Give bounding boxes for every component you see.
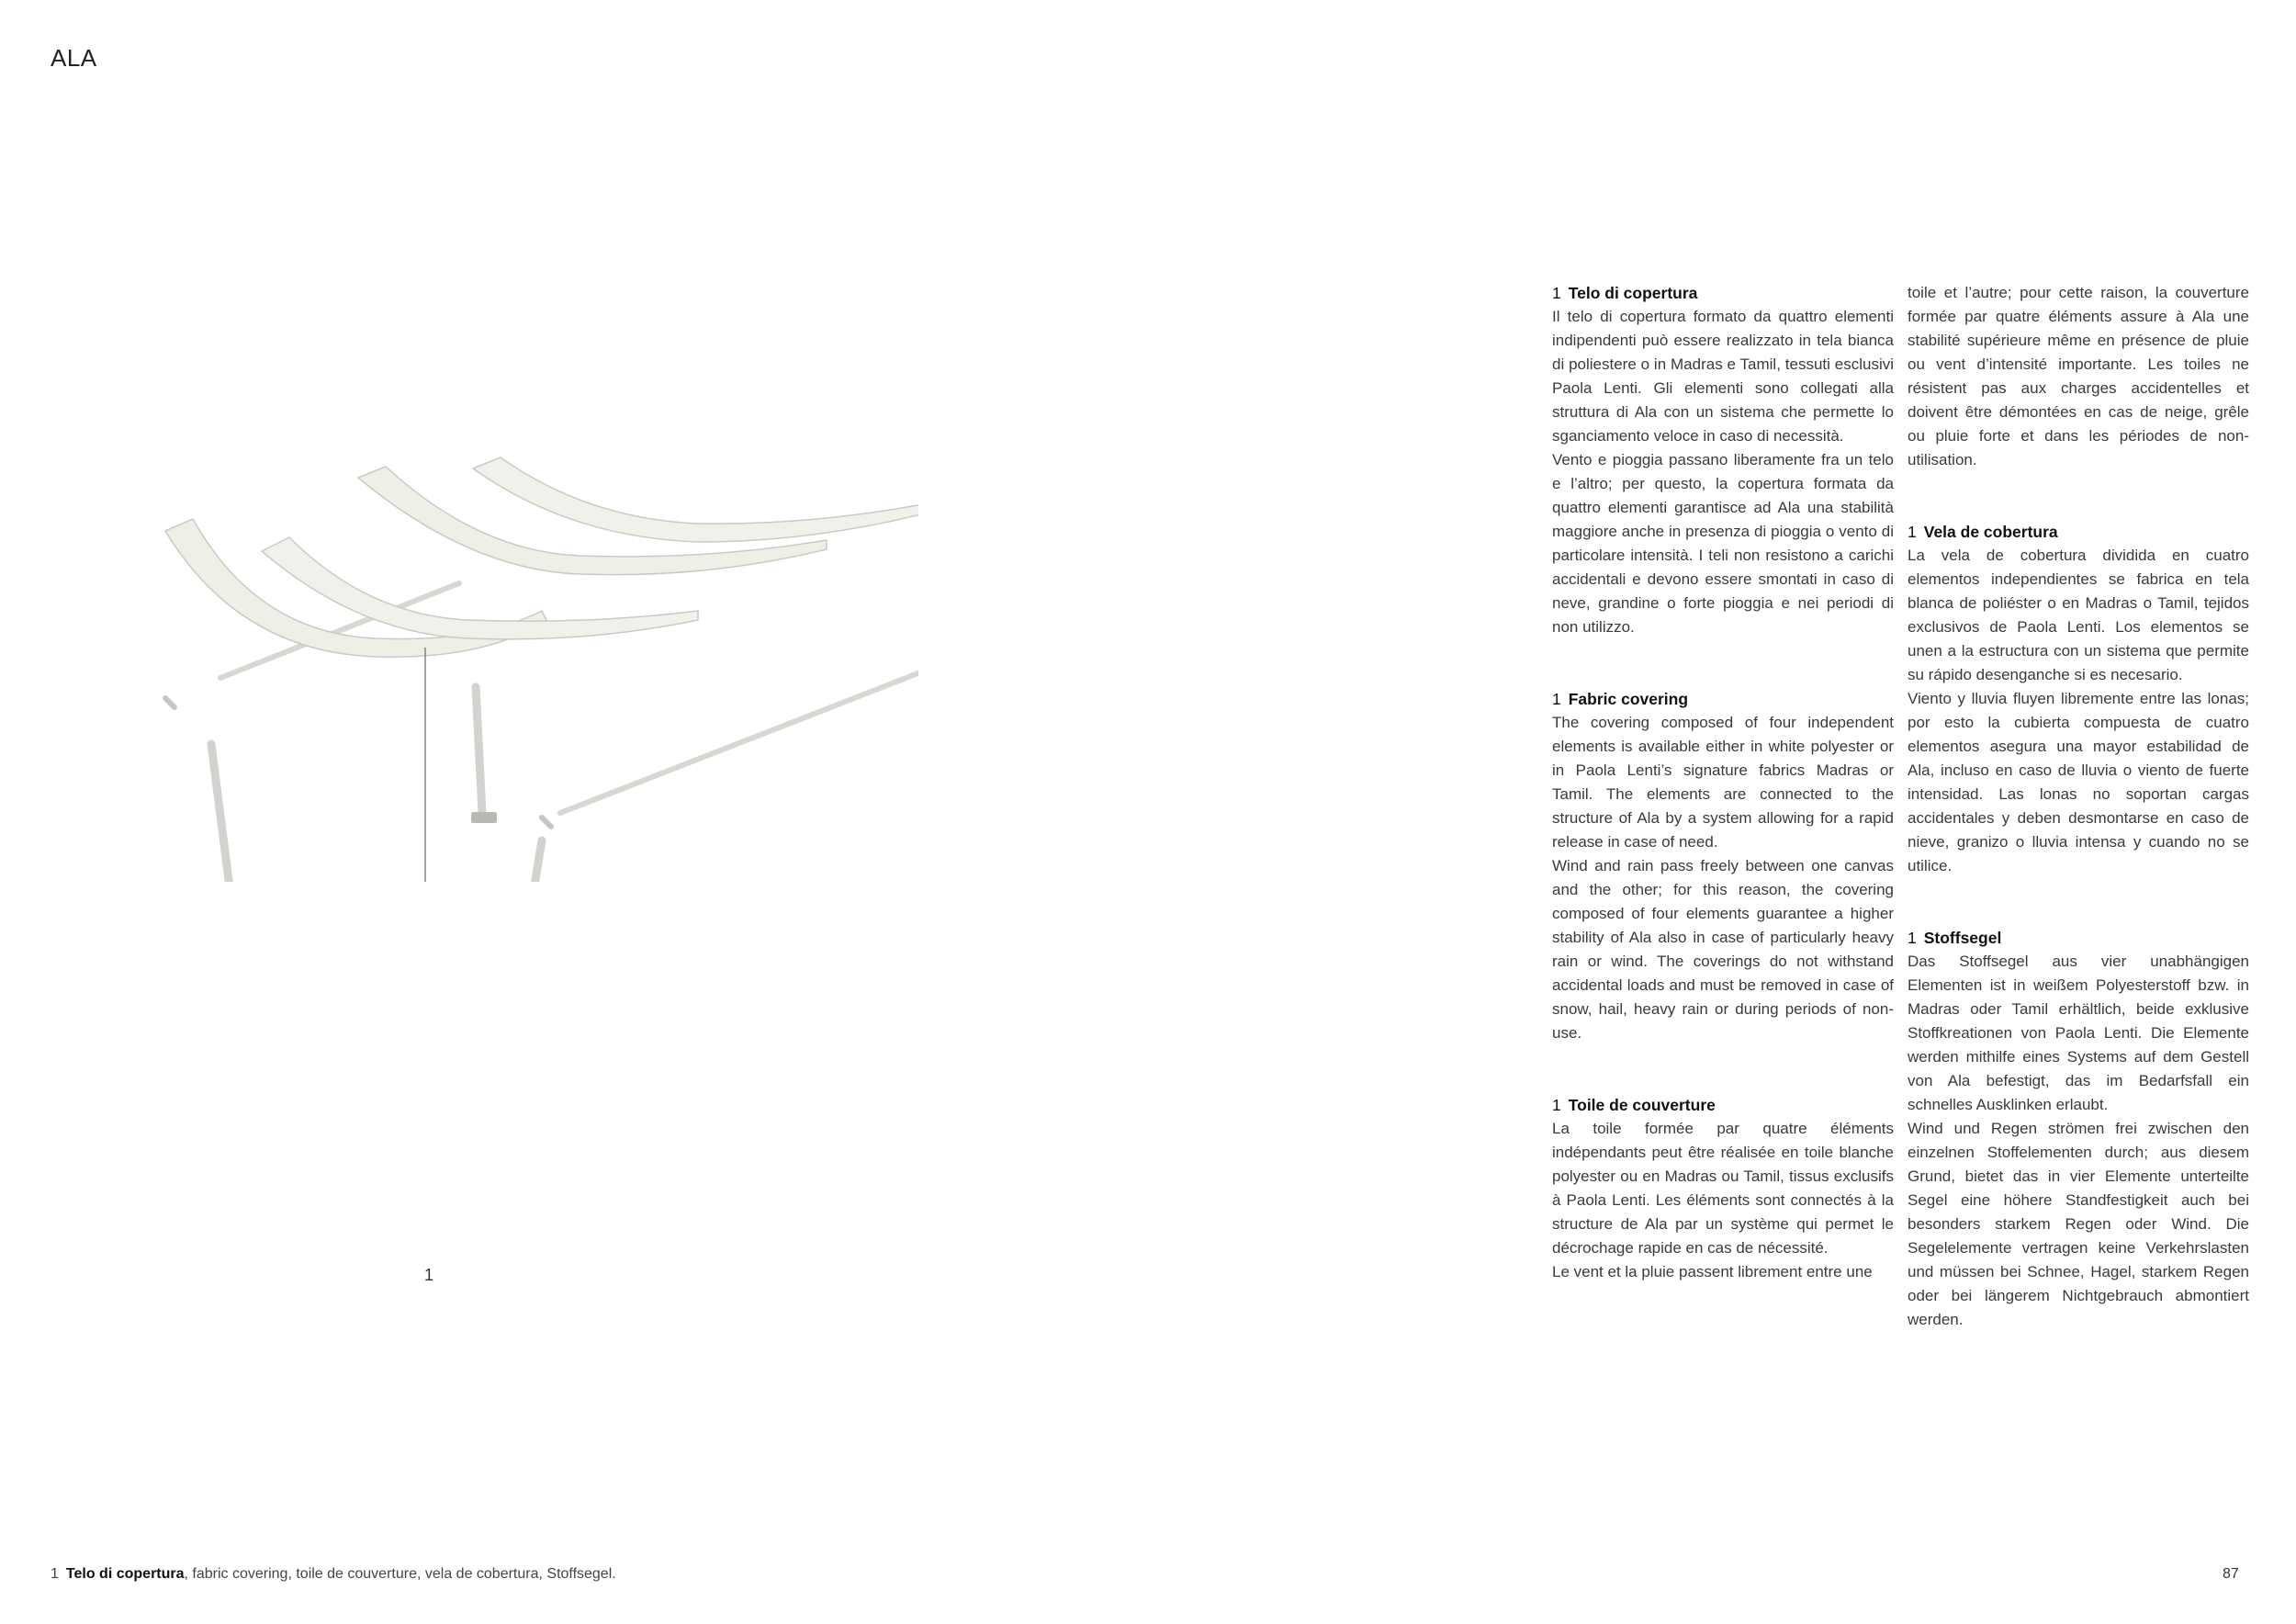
section-spanish: [1908, 520, 2249, 878]
text-column-2: [1908, 281, 2249, 1332]
paragraph: La toile formée par quatre éléments indépendants peut être réalisée en toile blanche polyester ou en Madras ou Tamil, tissus exclusifs à Paola Lenti. Les éléments sont connectés à la structure de Ala par un système qui permet le décrochage rapide en cas de nécessité.: [1552, 1120, 1894, 1257]
french-continuation: toile et l’autre; pour cette raison, la couverture formée par quatre éléments assure à Ala une stabilité supérieure même en présence de pluie ou vent d’intensité importante. Les toiles ne résistent pas aux charges accidentelles et doivent être démontées en cas de neige, grêle ou pluie forte et dans les périodes de non-utilisation.: [1908, 284, 2249, 468]
paragraph: Il telo di copertura formato da quattro elementi indipendenti può essere realizzato in tela bianca di poliestere o in Madras e Tamil, tessuti esclusivi Paola Lenti. Gli elementi sono collegati alla struttura di Ala con un sistema che permette lo sganciamento veloce in caso di necessità.: [1552, 308, 1894, 445]
section-number: 1: [1908, 929, 1917, 947]
section-heading: [1552, 687, 1894, 711]
brand-title: ALA: [51, 44, 97, 72]
footnote: [51, 1566, 616, 1583]
section-title: Vela de cobertura: [1923, 523, 2058, 541]
paragraph: Das Stoffsegel aus vier unabhängigen Elementen ist in weißem Polyesterstoff bzw. in Madras oder Tamil erhältlich, beide exklusive Stoffkreationen von Paola Lenti. Die Elemente werden mithilfe eines Systems auf dem Gestell von Ala befestigt, das im Bedarfsfall ein schnelles Ausklinken erlaubt.: [1908, 953, 2249, 1113]
footnote-bold: Telo di copertura: [65, 1566, 185, 1582]
paragraph: Le vent et la pluie passent librement entre une: [1552, 1263, 1873, 1280]
paragraph: Viento y lluvia fluyen libremente entre las lonas; por esto la cubierta compuesta de cuatro elementos asegura una mayor estabilidad de Ala, incluso en caso de lluvia o viento de fuerte intensidad. Las lonas no soportan cargas accidentales y deben desmontarse en caso de nieve, granizo o lluvia intensa y cuando no se utilice.: [1908, 690, 2249, 874]
section-title: Fabric covering: [1568, 690, 1689, 708]
paragraph: Vento e pioggia passano liberamente fra un telo e l’altro; per questo, la copertura formata da quattro elementi garantisce ad Ala una stabilità maggiore anche in presenza di pioggia o vento di particolare intensità. I teli non resistono a carichi accidentali e devono essere smontati in caso di neve, grandine o forte pioggia e nei periodi di non utilizzo.: [1552, 451, 1894, 636]
section-heading: [1908, 520, 2249, 544]
section-french: [1552, 1093, 1894, 1284]
callout-number: 1: [424, 1266, 434, 1284]
section-heading: [1908, 926, 2249, 950]
paragraph: Wind und Regen strömen frei zwischen den einzelnen Stoffelementen durch; aus diesem Grund, bietet das in vier Elemente unterteilte Segel eine höhere Standfestigkeit auch bei besonders starkem Regen oder Wind. Die Segelelemente vertragen keine Verkehrslasten und müssen bei Schnee, Hagel, starkem Regen oder bei längerem Nichtgebrauch abmontiert werden.: [1908, 1120, 2249, 1328]
section-number: 1: [1552, 690, 1561, 708]
section-number: 1: [1552, 1096, 1561, 1114]
section-german: [1908, 926, 2249, 1332]
ala-exploded-illustration: [0, 0, 918, 882]
canvas-covers: [165, 457, 918, 657]
text-column-1: [1552, 281, 1894, 1284]
section-title: Toile de couverture: [1568, 1096, 1716, 1114]
page-number: 87: [2223, 1566, 2239, 1582]
section-title: Telo di copertura: [1568, 284, 1698, 302]
footnote-number: 1: [51, 1566, 59, 1582]
section-heading: [1552, 281, 1894, 305]
section-heading: [1552, 1093, 1894, 1117]
footnote-text: , fabric covering, toile de couverture, vela de cobertura, Stoffsegel.: [184, 1566, 616, 1582]
section-number: 1: [1908, 523, 1917, 541]
feet: [220, 812, 918, 882]
section-title: Stoffsegel: [1923, 929, 2002, 947]
section-number: 1: [1552, 284, 1561, 302]
paragraph: La vela de cobertura dividida en cuatro elementos independientes se fabrica en tela blanca de poliéster o en Madras o Tamil, tejidos exclusivos de Paola Lenti. Los elementos se unen a la estructura con un sistema que permite su rápido desenganche si es necesario.: [1908, 547, 2249, 683]
section-english: [1552, 687, 1894, 1045]
section-italian: [1552, 281, 1894, 639]
paragraph: The covering composed of four independent elements is available either in white polyester or in Paola Lenti’s signature fabrics Madras or Tamil. The elements are connected to the structure of Ala by a system allowing for a rapid release in case of need.: [1552, 714, 1894, 851]
paragraph: Wind and rain pass freely between one canvas and the other; for this reason, the covering composed of four elements guarantee a higher stability of Ala also in case of particularly heavy rain or wind. The coverings do not withstand accidental loads and must be removed in case of snow, hail, heavy rain or during periods of non-use.: [1552, 857, 1894, 1042]
